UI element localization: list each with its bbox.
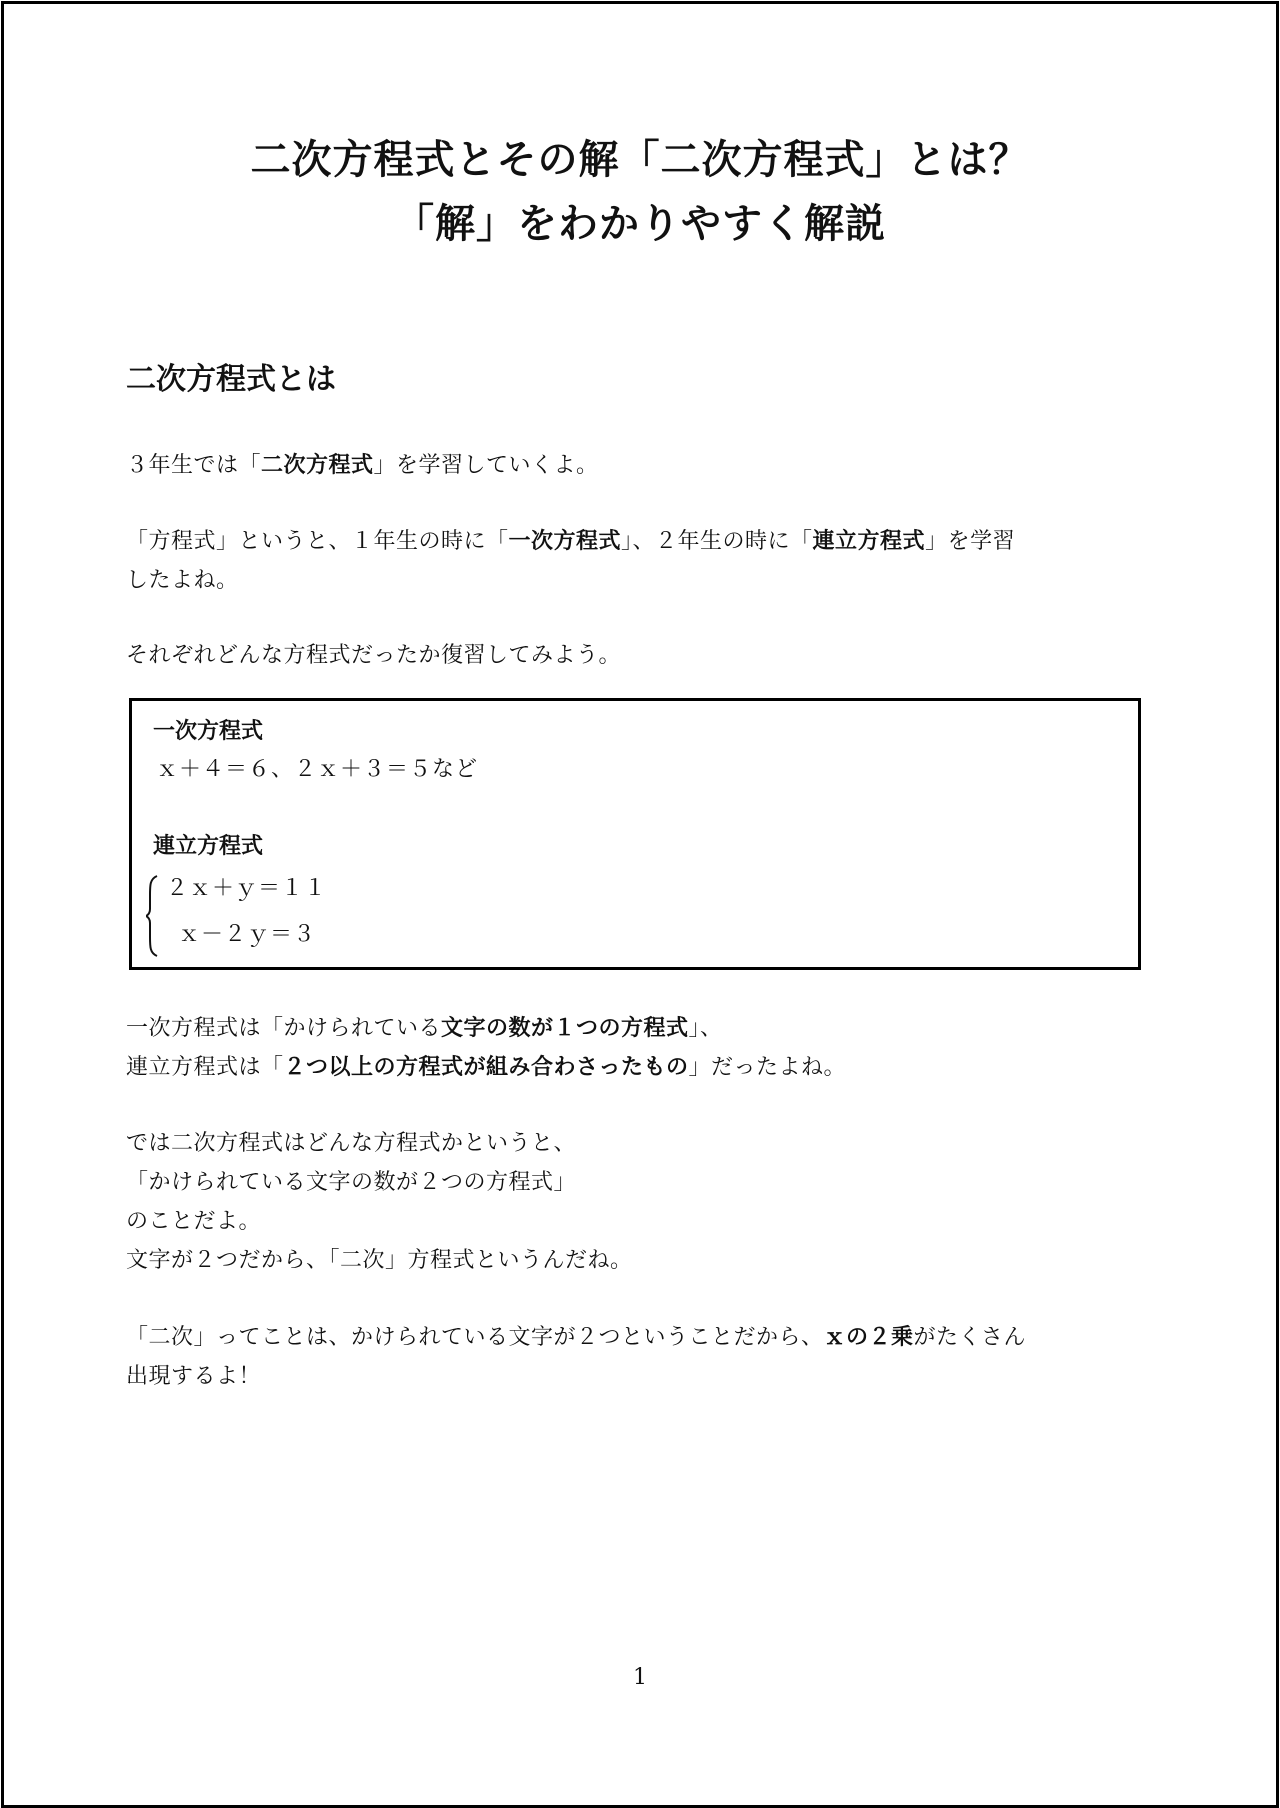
text-run: 」、 <box>688 1016 723 1041</box>
title-line-1: 二次方程式とその解「二次方程式」とは？ <box>250 137 1030 183</box>
paragraph-line <box>126 1009 1156 1048</box>
linear-equation-label: 一次方程式 <box>153 719 264 744</box>
paragraph-intro <box>126 446 1156 485</box>
paragraph-line <box>126 446 1156 485</box>
system-equation-1: ２ｘ＋ｙ＝１１ <box>166 876 328 901</box>
bold-text: 一次方程式 <box>508 529 622 554</box>
paragraph-line: したよね。 <box>126 568 239 593</box>
bold-text: ２つ以上の方程式が組み合わさったもの <box>283 1055 689 1080</box>
text-run: 」、２年生の時に「 <box>621 529 813 554</box>
text-run: 」だったよね。 <box>688 1055 847 1080</box>
section-heading: 二次方程式とは <box>126 362 336 397</box>
text-run: 「二次」ってことは、かけられている文字が２つということだから、 <box>126 1325 824 1350</box>
title-line-2: 「解」をわかりやすく解説 <box>394 201 886 247</box>
paragraph-definition <box>126 1124 1156 1280</box>
bold-text: 文字の数が１つの方程式 <box>441 1016 689 1041</box>
paragraph-line: 文字が２つだから、「二次」方程式というんだね。 <box>126 1248 633 1273</box>
system-equation-2: ｘ－２ｙ＝３ <box>178 922 317 947</box>
bold-text: ｘの２乗 <box>823 1325 914 1350</box>
left-brace-icon <box>146 875 160 957</box>
paragraph-line: 「かけられている文字の数が２つの方程式」 <box>126 1170 577 1195</box>
text-run: 」を学習 <box>925 529 1016 554</box>
review-box <box>129 698 1141 970</box>
bold-text: 連立方程式 <box>812 529 926 554</box>
page-title <box>0 128 1280 256</box>
paragraph-line: では二次方程式はどんな方程式かというと、 <box>126 1131 577 1156</box>
paragraph-line: のことだよ。 <box>126 1209 262 1234</box>
paragraph-line <box>126 522 1156 561</box>
paragraph-line: それぞれどんな方程式だったか復習してみよう。 <box>126 643 622 668</box>
paragraph-line <box>126 1048 1156 1087</box>
paragraph-summary <box>126 1009 1156 1087</box>
text-run: がたくさん <box>913 1325 1027 1350</box>
paragraph-x-squared <box>126 1318 1156 1396</box>
text-run: 」を学習していくよ。 <box>373 453 599 478</box>
text-run: ３年生では「 <box>126 453 262 478</box>
page-number: 1 <box>633 1665 647 1690</box>
text-run: 「方程式」というと、１年生の時に「 <box>126 529 509 554</box>
paragraph-line: 出現するよ！ <box>126 1364 262 1389</box>
system-equation-label: 連立方程式 <box>153 834 264 859</box>
text-run: 連立方程式は「 <box>126 1055 284 1080</box>
paragraph-review-prompt <box>126 636 1156 675</box>
text-run: 一次方程式は「かけられている <box>126 1016 442 1041</box>
linear-equation-examples: ｘ＋４＝６、２ｘ＋３＝５など <box>156 757 479 782</box>
bold-text: 二次方程式 <box>261 453 374 478</box>
paragraph-line <box>126 1318 1156 1357</box>
paragraph-previous-equations <box>126 522 1156 600</box>
